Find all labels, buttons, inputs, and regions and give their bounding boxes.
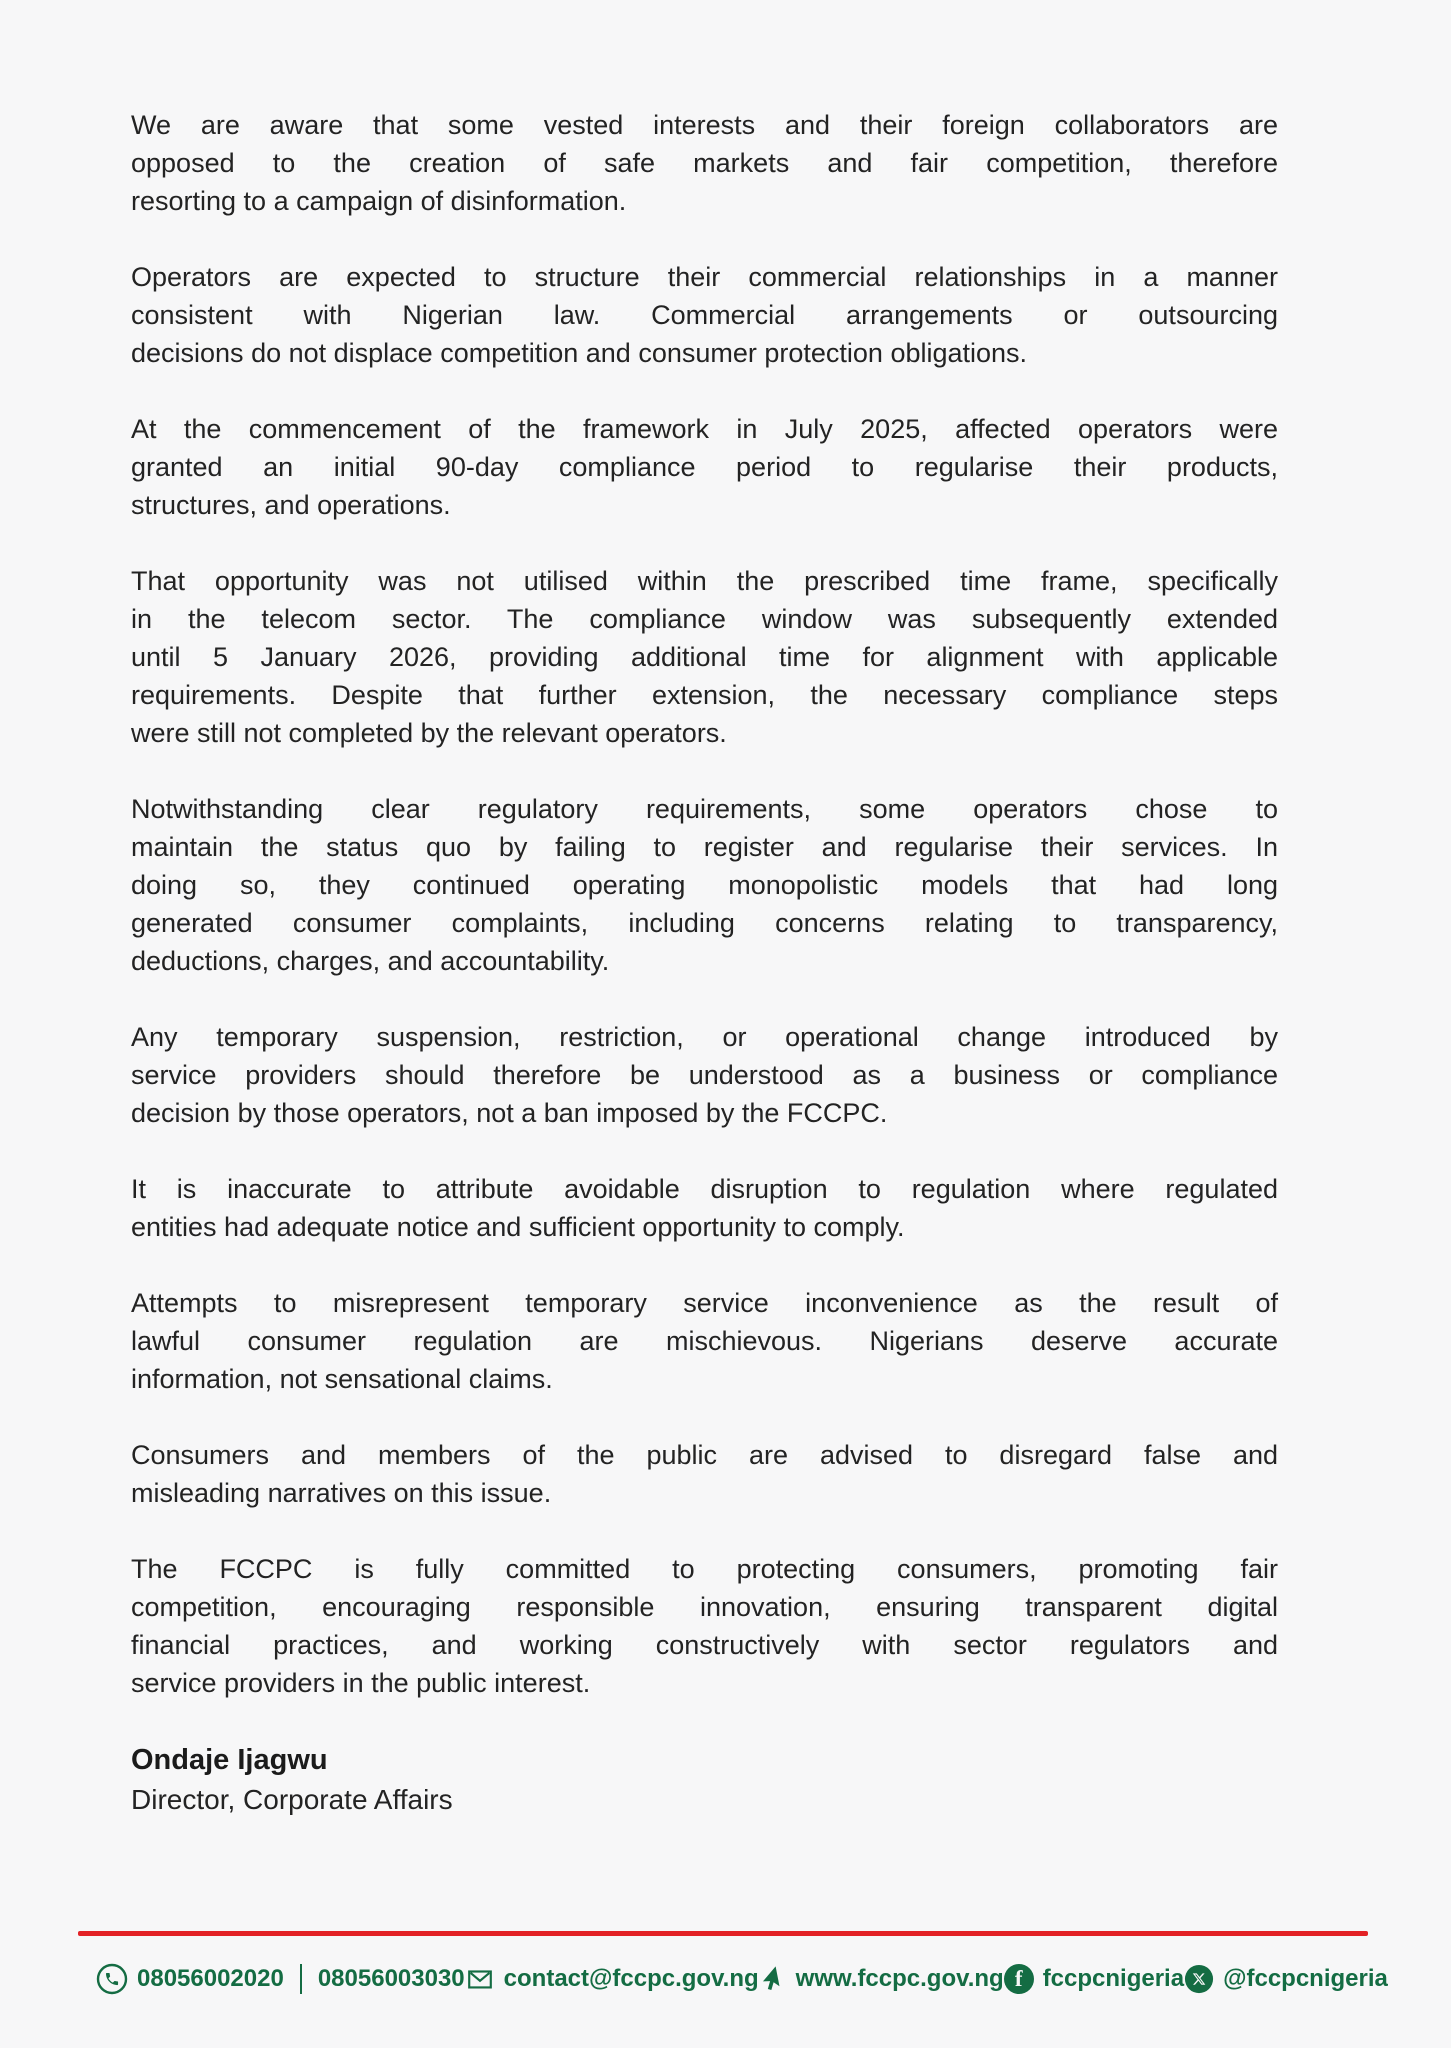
body-paragraph: Attempts to misrepresent temporary service inconvenience as the result of lawful consumer regulation are mischievous. Nigerians deserve accurate information, not sensational claims. [131, 1288, 1278, 1394]
x-handle: @fccpcnigeria [1223, 1965, 1388, 1992]
body-paragraph: We are aware that some vested interests and their foreign collaborators are opposed to the creation of safe markets and fair competition, therefore resorting to a campaign of disinformation. [131, 110, 1278, 216]
email-text: contact@fccpc.gov.ng [503, 1965, 759, 1992]
phone-number-separator [300, 1964, 302, 1994]
website-text: www.fccpc.gov.ng [795, 1965, 1004, 1992]
body-paragraph: That opportunity was not utilised within the prescribed time frame, specifically in the telecom sector. The compliance window was subsequently extended until 5 January 2026, providing additional time for alignment with applicable requirements. Despite that further extension, the necessary compliance steps were still not completed by the relevant operators. [131, 566, 1278, 748]
footer-contact-bar [78, 1955, 1388, 2003]
x-item [1184, 1964, 1388, 1994]
cursor-icon [759, 1965, 787, 1993]
signature-title: Director, Corporate Affairs [131, 1784, 453, 1815]
x-icon [1184, 1964, 1214, 1994]
email-item [465, 1964, 759, 1994]
signature-name: Ondaje Ijagwu [131, 1744, 328, 1776]
signature-block [131, 1740, 1278, 1820]
phone-icon [96, 1963, 128, 1995]
facebook-handle: fccpcnigeria [1042, 1965, 1185, 1992]
body-paragraph: Any temporary suspension, restriction, or operational change introduced by service providers should therefore be understood as a business or compliance decision by those operators, not a ban imposed by the FCCPC. [131, 1022, 1278, 1128]
body-paragraph: The FCCPC is fully committed to protecting consumers, promoting fair competition, encouraging responsible innovation, ensuring transparent digital financial practices, and working constructively with sector regulators and service providers in the public interest. [131, 1554, 1278, 1698]
phone-number-2: 08056003030 [317, 1965, 465, 1992]
body-paragraph: It is inaccurate to attribute avoidable disruption to regulation where regulated entities had adequate notice and sufficient opportunity to comply. [131, 1174, 1278, 1242]
envelope-icon [465, 1964, 495, 1994]
body-paragraphs [131, 106, 1278, 1702]
phone-item [96, 1963, 465, 1995]
facebook-icon: f [1004, 1964, 1034, 1994]
footer-divider-line [78, 1931, 1368, 1936]
website-item [759, 1965, 1004, 1993]
facebook-item [1004, 1964, 1184, 1994]
document-body [131, 106, 1278, 1820]
body-paragraph: Notwithstanding clear regulatory requirements, some operators chose to maintain the status quo by failing to register and regularise their services. In doing so, they continued operating monopolistic models that had long generated consumer complaints, including concerns relating to transparency, deductions, charges, and accountability. [131, 794, 1278, 976]
body-paragraph: At the commencement of the framework in July 2025, affected operators were granted an initial 90-day compliance period to regularise their products, structures, and operations. [131, 414, 1278, 520]
phone-number-1: 08056002020 [137, 1965, 284, 1992]
body-paragraph: Consumers and members of the public are advised to disregard false and misleading narratives on this issue. [131, 1440, 1278, 1508]
body-paragraph: Operators are expected to structure their commercial relationships in a manner consistent with Nigerian law. Commercial arrangements or outsourcing decisions do not displace competition and consumer protection obligations. [131, 262, 1278, 368]
